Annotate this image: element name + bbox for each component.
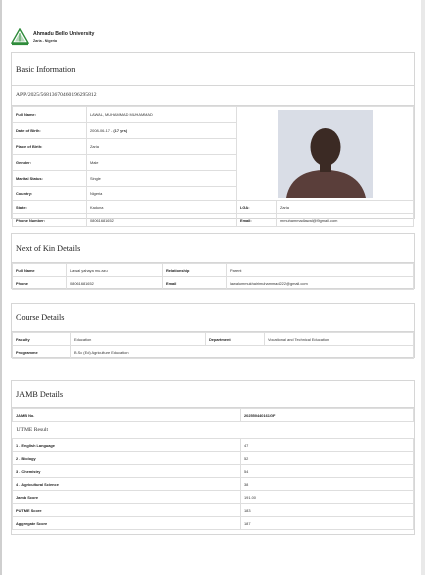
state-label: State: bbox=[13, 201, 87, 214]
course-details-section bbox=[11, 303, 415, 358]
putme-score-value: 183 bbox=[241, 504, 414, 517]
dob-label: Date of Birth: bbox=[13, 123, 87, 139]
subject-score: 38 bbox=[241, 478, 414, 491]
subject-label: 3 . Chemistry bbox=[13, 465, 241, 478]
jamb-number-label: JAMB No. bbox=[13, 409, 241, 422]
gender-value: Male bbox=[87, 155, 237, 171]
relationship-label: Relationship bbox=[163, 264, 227, 277]
section-title: Course Details bbox=[12, 304, 414, 332]
kin-email-label: Email bbox=[163, 277, 227, 290]
basic-info-table bbox=[12, 106, 414, 227]
marital-status-label: Marital Status: bbox=[13, 171, 87, 187]
marital-status-value: Single bbox=[87, 171, 237, 187]
jamb-score-label: Jamb Score bbox=[13, 491, 241, 504]
programme-value: B.Sc (Ed) Agriculture Education bbox=[71, 346, 414, 359]
faculty-label: Faculty bbox=[13, 333, 71, 346]
aggregate-score-value: 187 bbox=[241, 517, 414, 530]
place-of-birth-value: Zaria bbox=[87, 139, 237, 155]
section-title: JAMB Details bbox=[12, 381, 414, 408]
jamb-number-value: 202550440161GF bbox=[241, 409, 414, 422]
relationship-value: Parent bbox=[227, 264, 414, 277]
country-value: Nigeria bbox=[87, 187, 237, 201]
email-value: mmuhammadlawal@l9gmail.com bbox=[277, 214, 414, 227]
subject-score: 47 bbox=[241, 439, 414, 452]
page-edge-left bbox=[0, 0, 2, 575]
utme-result-heading: UTME Result bbox=[13, 422, 414, 439]
full-name-label: Full Name: bbox=[13, 107, 87, 123]
subject-label: 4 . Agricultural Science bbox=[13, 478, 241, 491]
page-edge-right bbox=[421, 0, 425, 575]
place-of-birth-label: Place of Birth: bbox=[13, 139, 87, 155]
country-label: Country: bbox=[13, 187, 87, 201]
lga-value: Zaria bbox=[277, 201, 414, 214]
lga-label: LGA: bbox=[237, 201, 277, 214]
university-name: Ahmadu Bello University bbox=[33, 30, 95, 37]
jamb-details-section bbox=[11, 380, 415, 535]
subject-label: 2 . Biology bbox=[13, 452, 241, 465]
kin-email-value: lawalummukhairimuhammad222@gmail.com bbox=[227, 277, 414, 290]
course-table bbox=[12, 332, 414, 359]
kin-name-label: Full Name bbox=[13, 264, 67, 277]
age-value: (17 yrs) bbox=[113, 128, 128, 133]
jamb-table bbox=[12, 408, 414, 530]
subject-label: 1 . English Language bbox=[13, 439, 241, 452]
kin-name-value: Lawal yahaya mu.azu bbox=[67, 264, 163, 277]
phone-value: 08061681652 bbox=[87, 214, 237, 227]
kin-phone-value: 08061681652 bbox=[67, 277, 163, 290]
faculty-value: Education bbox=[71, 333, 206, 346]
department-value: Vocational and Technical Education bbox=[265, 333, 414, 346]
kin-table bbox=[12, 263, 414, 290]
university-location: Zaria - Nigeria bbox=[33, 38, 57, 43]
application-number: APP/2025/56813670460196295812 bbox=[12, 86, 414, 106]
applicant-photo bbox=[278, 110, 373, 198]
full-name-value: LAWAL, MUHAMMAD MUHAMMAD bbox=[87, 107, 237, 123]
phone-label: Phone Number: bbox=[13, 214, 87, 227]
state-value: Kaduna bbox=[87, 201, 237, 214]
header bbox=[11, 27, 94, 47]
kin-phone-label: Phone bbox=[13, 277, 67, 290]
programme-label: Programme bbox=[13, 346, 71, 359]
subject-score: 54 bbox=[241, 465, 414, 478]
jamb-score-value: 191.00 bbox=[241, 491, 414, 504]
photo-cell bbox=[237, 107, 414, 201]
aggregate-score-label: Aggregate Score bbox=[13, 517, 241, 530]
next-of-kin-section bbox=[11, 233, 415, 289]
basic-information-section bbox=[11, 52, 415, 223]
email-label: Email: bbox=[237, 214, 277, 227]
putme-score-label: PUTME Score bbox=[13, 504, 241, 517]
gender-label: Gender: bbox=[13, 155, 87, 171]
university-logo-icon bbox=[11, 28, 29, 46]
dob-value: 2008-06-17 - (17 yrs) bbox=[87, 123, 237, 139]
department-label: Department bbox=[206, 333, 265, 346]
section-title: Next of Kin Details bbox=[12, 234, 414, 263]
section-title: Basic Information bbox=[12, 53, 414, 86]
subject-score: 52 bbox=[241, 452, 414, 465]
